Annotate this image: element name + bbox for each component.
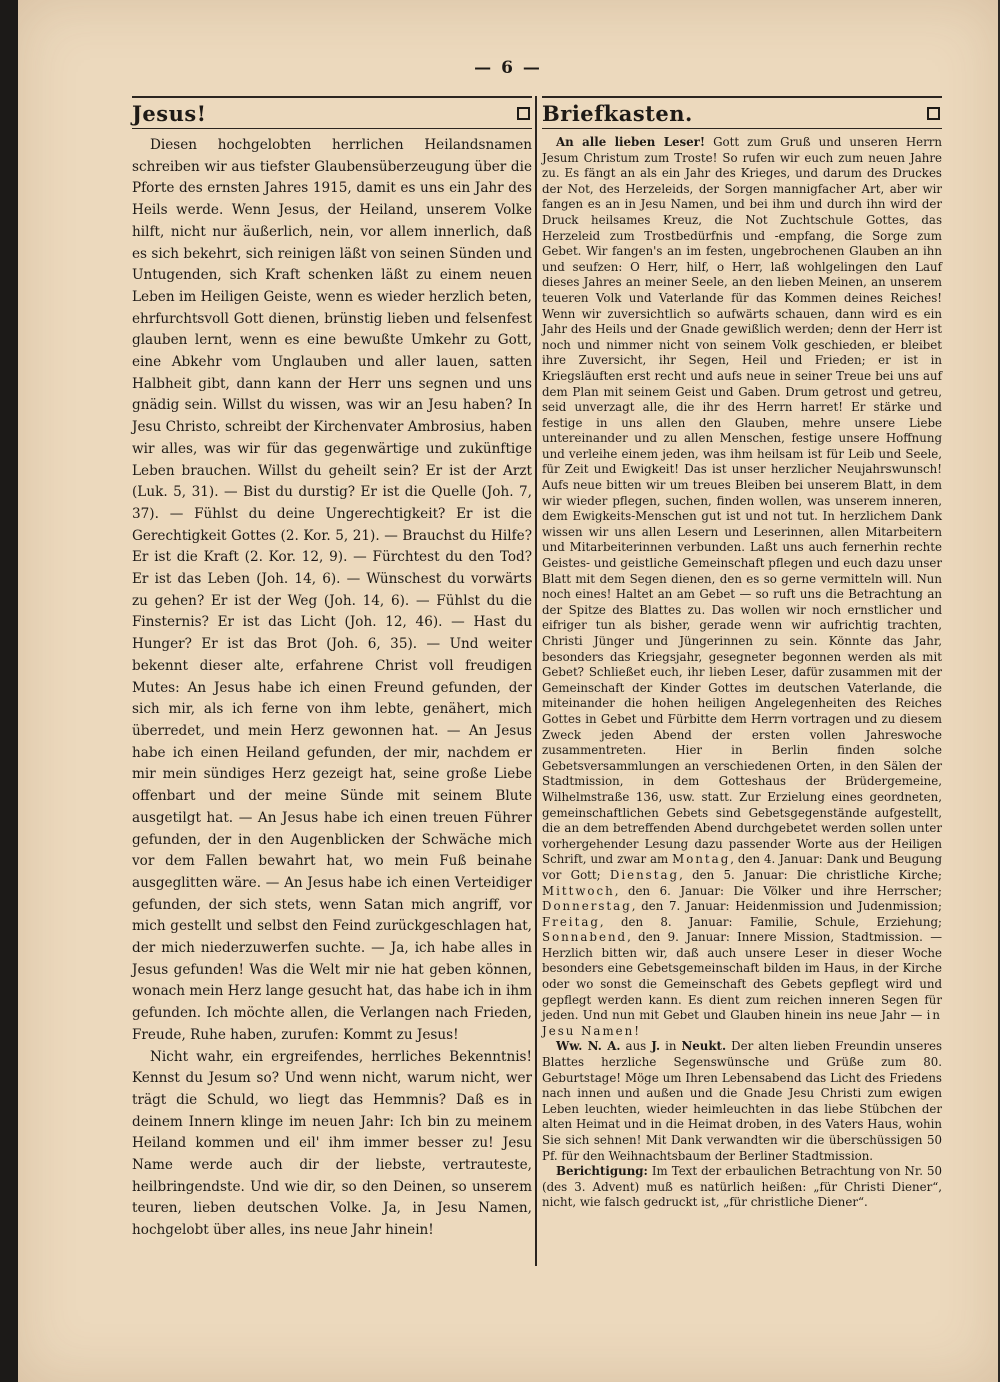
right-column-header: [542, 98, 942, 129]
day-text: , den 7. Januar: Heidenmission und Judenmission;: [631, 899, 942, 914]
birthday-text: Der alten lieben Freundin unseres Blattes herzliche Segenswünsche und Grüße zum 80. Geburtstage! Möge um Ihren Lebensabend das Licht des Friedens nach innen und außen und die Gnade Jesu Christi zum ewigen Leben leuchten, wieder heimleuchten in das liebe Stübchen der alten Heimat und in die Heimat droben, in des Vaters Haus, wohin Sie sich sehnen! Mit Dank verwandten wir die überschüssigen 50 Pf. für den Weihnachtsbaum der Berliner Stadtmission.: [542, 1039, 943, 1163]
day-friday: Freitag: [542, 914, 600, 929]
correction-lead: Berichtigung:: [556, 1164, 648, 1179]
column-divider: [535, 96, 537, 1266]
left-paragraph: Diesen hochgelobten herrlichen Heilandsnamen schreiben wir aus tiefster Glaubensüberzeugung über die Pforte des ernsten Jahres 1915, damit es uns ein Jahr des Heils werde. Wenn Jesus, der Heiland, unserem Volke hilft, nicht nur äußerlich, nein, vor allem innerlich, daß es sich bekehrt, sich reinigen läßt von seinen Sünden und Untugenden, sich Kraft schenken läßt zu einem neuen Leben im Heiligen Geiste, wenn es wieder herzlich beten, ehrfurchtsvoll Gott dienen, brünstig lieben und felsenfest glauben lernt, wenn es eine bewußte Umkehr zu Gott, eine Abkehr vom Unglauben und aller lauen, satten Halbheit gibt, dann kann der Herr uns segnen und uns gnädig sein. Willst du wissen, was wir an Jesu haben? In Jesu Christo, schreibt der Kirchenvater Ambrosius, haben wir alles, was wir für das gegenwärtige und zukünftige Leben brauchen. Willst du geheilt sein? Er ist der Arzt (Luk. 5, 31). — Bist du durstig? Er ist die Quelle (Joh. 7, 37). — Fühlst du deine Ungerechtigkeit? Er ist die Gerechtigkeit Gottes (2. Kor. 5, 21). — Brauchst du Hilfe? Er ist die Kraft (2. Kor. 12, 9). — Fürchtest du den Tod? Er ist das Leben (Joh. 14, 6). — Wünschest du vorwärts zu gehen? Er ist der Weg (Joh. 14, 6). — Fühlst du die Finsternis? Er ist das Licht (Joh. 12, 46). — Hast du Hunger? Er ist das Brot (Joh. 6, 35). — Und weiter bekennt dieser alte, erfahrene Christ voll freudigen Mutes: An Jesus habe ich einen Freund gefunden, der sich mir, als ich ferne von ihm lebte, genähert, mich überredet, und mein Herz gewonnen hat. — An Jesus habe ich einen Heiland gefunden, der mir, nachdem er mir mein sündiges Herz gezeigt hat, seine große Liebe offenbart und der meine Sünde mit seinem Blute ausgetilgt hat. — An Jesus habe ich einen treuen Führer gefunden, der in den Augenblicken der Schwäche mich vor dem Fallen bewahrt hat, wo mein Fuß beinahe ausgeglitten wäre. — An Jesus habe ich einen Verteidiger gefunden, der sich stets, wenn Satan mich angriff, vor mich gestellt und selbst den Feind zurückgeschlagen hat, der mich niederzuwerfen suchte. — Ja, ich habe alles in Jesus gefunden! Was die Welt mir nie hat geben können, wonach mein Herz lange gesucht hat, das habe ich in ihm gefunden. Ich möchte allen, die Verlangen nach Frieden, Freude, Ruhe haben, zurufen: Kommt zu Jesus!: [132, 137, 532, 1043]
correction-text: Im Text der erbaulichen Betrachtung von Nr. 50 (des 3. Advent) muß es natürlich heißen: „für Christi Diener“, nicht, wie falsch gedruckt ist, „für christliche Diener“.: [542, 1164, 942, 1210]
birthday-mid: aus: [620, 1039, 652, 1054]
left-column-text: [132, 135, 532, 1242]
book-binding-edge: [0, 0, 18, 1382]
newspaper-page: [18, 0, 998, 1382]
birthday-lead-b: J.: [651, 1039, 661, 1054]
birthday-lead-c: Neukt.: [681, 1039, 727, 1054]
greeting-tail-end: !: [634, 1023, 639, 1038]
square-ornament-icon: [517, 107, 530, 120]
greeting-text: Gott zum Gruß und unseren Herrn Jesum Christum zum Troste! So rufen wir euch zum neuen Jahre zu. Es fängt an als ein Jahr des Krieges, und darum des Druckes der Not, des Herzeleids, der Sorgen mannigfacher Art, aber wir fangen es an in Jesu Namen, und bei ihm und durch ihn wird der Druck heilsames Kreuz, die Not Zuchtschule Gottes, das Herzeleid zum Trostbedürfnis und -empfang, die Sorge zum Gebet. Wir fangen's an im festen, ungebrochenen Glauben an ihn und seufzen: O Herr, hilf, o Herr, laß wohlgelingen den Lauf dieses Jahres an meiner Seele, an den lieben Meinen, an unserem teueren Volk und Vaterlande für das Kommen deines Reiches! Wenn wir zuversichtlich so aufwärts schauen, dann wird es ein Jahr des Heils und der Gnade gewißlich werden; denn der Herr ist noch und nimmer nicht von seinem Volk geschieden, er bleibet ihre Zuversicht, ihr Segen, Heil und Frieden; er ist in Kriegsläuften erst recht und aufs neue in seiner Treue bei uns auf dem Plan mit seinem Geist und Gaben. Drum getrost und getreu, seid unverzagt alle, die ihr des Herrn harret! Er stärke und festige in uns allen den Glauben, mehre unsere Liebe untereinander und zu allen Menschen, festige unsere Hoffnung und verleihe einem jeden, was ihm heilsam ist für Leib und Seele, für Zeit und Ewigkeit! Das ist unser herzlicher Neujahrswunsch! Aufs neue bitten wir um treues Bleiben bei unserem Blatt, in dem wir wieder pflegen, suchen, finden wollen, was unserem inneren, dem Ewigkeits-Menschen gut ist und not tut. In herzlichem Dank wissen wir uns allen Lesern und Leserinnen, allen Mitarbeitern und Mitarbeiterinnen verbunden. Laßt uns auch fernerhin rechte Geistes- und geistliche Gemeinschaft pflegen und euch dazu unser Blatt mit dem Segen dienen, den es so gerne vermitteln will. Nun noch eines! Haltet an am Gebet — so ruft uns die Betrachtung an der Spitze des Blattes zu. Das wollen wir noch ernstlicher und eifriger tun als bisher, gerade wenn wir aufrichtig trachten, Christi Jünger und Jüngerinnen zu sein. Könnte das Jahr, besonders das Kriegsjahr, gesegneter begonnen werden als mit Gebet? Schließet euch, ihr lieben Leser, dafür zusammen mit der Gemeinschaft der Kinder Gottes im deutschen Vaterlande, die miteinander die hohen heiligen Angelegenheiten des Reiches Gottes in Gebet und Fürbitte dem Herrn vortragen und zu diesem Zweck jeden Abend der ersten vollen Jahreswoche zusammentreten. Hier in Berlin finden solche Gebetsversammlungen an verschiedenen Orten, in den Sälen der Stadtmission, in dem Gotteshaus der Brüdergemeine, Wilhelmstraße 136, usw. statt. Zur Erzielung eines geordneten, gemeinschaftlichen Gebets sind Gebetsgegenstände aufgestellt, die an dem betreffenden Abend durchgebetet werden sollen unter vorhergehender Lesung dazu passender Worte aus der Heiligen Schrift, und zwar am: [542, 135, 942, 867]
greeting-lead: An alle lieben Leser!: [556, 135, 706, 149]
birthday-mid2: in: [660, 1039, 682, 1054]
square-ornament-icon: [927, 107, 940, 120]
day-thursday: Donnerstag: [542, 899, 632, 914]
day-wednesday: Mittwoch: [542, 883, 615, 898]
left-paragraph: Nicht wahr, ein ergreifendes, herrliches Bekenntnis! Kennst du Jesum so? Und wenn nicht, warum nicht, wer trägt die Schuld, wo liegt das Hemmnis? Daß es in deinem Innern klinge im neuen Jahr: Ich bin zu meinem Heiland kommen und eil' ihm immer besser zu! Jesu Name werde auch dir der liebste, vertrauteste, heilbringendste. Und wie dir, so den Deinen, so unserem teuren, lieben deutschen Volke. Ja, in Jesu Namen, hochgelobt über alles, ins neue Jahr hinein!: [132, 1048, 532, 1239]
left-column-title: Jesus!: [132, 100, 207, 126]
day-saturday: Sonnabend: [542, 930, 628, 945]
day-text: , den 9. Januar: Innere Mission, Stadtmission.: [627, 930, 923, 945]
left-column-header: [132, 98, 532, 129]
left-column: [132, 96, 532, 1242]
right-column-text: [542, 135, 942, 1211]
day-text: , den 6. Januar: Die Völker und ihre Herrscher;: [614, 883, 942, 898]
greeting-tail: — Herzlich bitten wir, daß auch unsere Leser in dieser Woche besonders eine Gebetsgemeinschaft bilden im Haus, in der Kirche oder wo sonst die Gemeinschaft des Gebets gepflegt wird und gepflegt werden kann. Es dient zum reichen inneren Segen für jeden. Und nun mit Gebet und Glauben hinein ins neue Jahr —: [542, 930, 942, 1023]
day-text: , den 5. Januar: Die christliche Kirche;: [679, 867, 943, 882]
right-paragraph-birthday: [542, 1039, 942, 1164]
day-monday: Montag: [672, 852, 731, 867]
page-number: — 6 —: [474, 58, 542, 78]
day-text: , den 8. Januar: Familie, Schule, Erziehung;: [599, 914, 942, 929]
greeting-tail-spaced: in Jesu Namen: [542, 1008, 942, 1038]
day-tuesday: Dienstag: [609, 867, 680, 882]
birthday-lead-a: Ww. N. A.: [556, 1039, 621, 1054]
day-text: , den 4. Januar: Dank und Beugung vor Gott;: [542, 852, 942, 882]
right-paragraph-correction: [542, 1164, 942, 1211]
right-column-title: Briefkasten.: [542, 100, 693, 126]
right-paragraph-greeting: [542, 135, 942, 1039]
right-column: [542, 96, 942, 1211]
